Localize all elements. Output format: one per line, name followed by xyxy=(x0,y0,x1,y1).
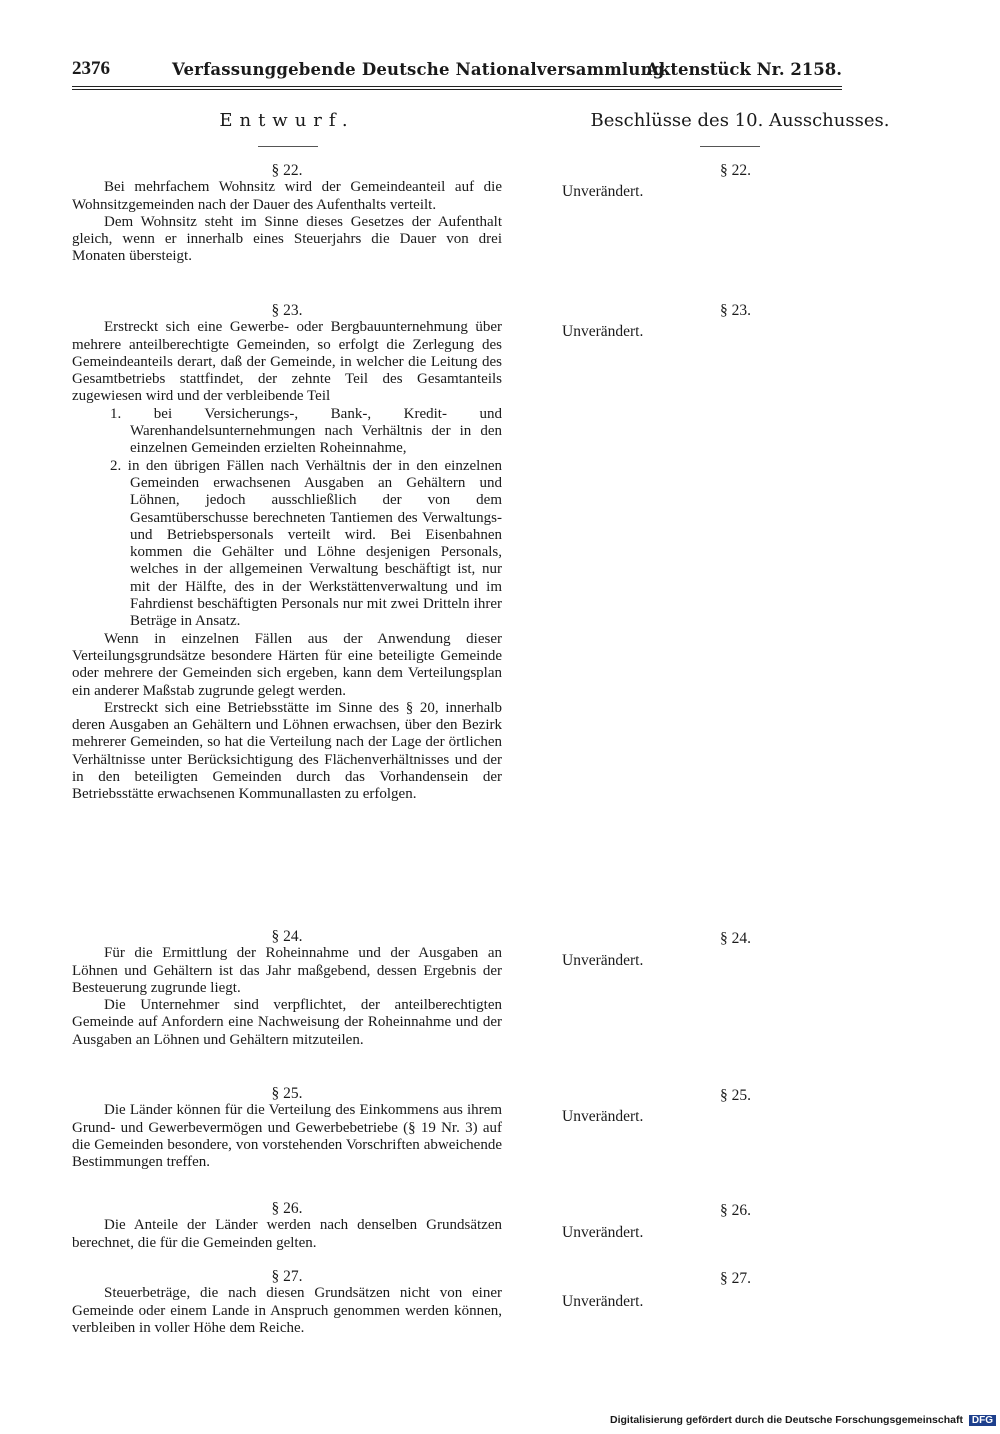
left-title-rule xyxy=(258,146,318,147)
dfg-logo: DFG xyxy=(969,1415,996,1426)
s26-block xyxy=(72,1200,502,1252)
right-s25-unchanged: Unverändert. xyxy=(562,1108,644,1125)
right-s24-unchanged: Unverändert. xyxy=(562,952,644,969)
s27-title: § 27. xyxy=(271,1268,303,1285)
s26-title: § 26. xyxy=(271,1200,303,1217)
right-title-rule xyxy=(700,146,760,147)
s23-block xyxy=(72,302,502,804)
digitization-credit xyxy=(610,1414,996,1426)
right-s24-title: § 24. xyxy=(720,930,751,947)
s23-title: § 23. xyxy=(271,302,303,319)
right-s22-title: § 22. xyxy=(720,162,751,179)
s22-para-1: Bei mehrfachem Wohnsitz wird der Gemeindeanteil auf die Wohnsitzgemeinden nach der Dauer des Aufenthalts verteilt. xyxy=(72,179,502,213)
s23-item-1: 1. bei Versicherungs-, Bank-, Kredit- und Warenhandelsunternehmungen nach Verhältnis der in den einzelnen Gemeinden erzielten Roheinnahme, xyxy=(110,405,502,457)
s23-para-2: Wenn in einzelnen Fällen aus der Anwendung dieser Verteilungsgrundsätze besondere Härten für eine beteiligte Gemeinde oder mehrere der Gemeinden sich ergeben, kann dem Verteilungsplan ein anderer Maßstab zugrunde gelegt werden. xyxy=(72,630,502,699)
s24-block xyxy=(72,928,502,1049)
s23-item-2: 2. in den übrigen Fällen nach Verhältnis der in den einzelnen Gemeinden erwachsenen Ausgaben an Gehältern und Löhnen, jedoch ausschließlich der von dem Gesamtüberschusse berechneten Tantiemen des Verwaltungs- und Betriebspersonals verteilt wird. Bei Eisenbahnen kommen die Gehälter und Löhne desjenigen Personals, welches in der allgemeinen Verwaltung beschäftigt ist, nur mit der Hälfte, des in der Werkstättenverwaltung und im Fahrdienst beschäftigten Personals nur mit zwei Dritteln ihrer Beträge in Ansatz. xyxy=(110,457,502,630)
page-number: 2376 xyxy=(72,58,110,79)
right-s22-unchanged: Unverändert. xyxy=(562,183,644,200)
right-s26-title: § 26. xyxy=(720,1202,751,1219)
s22-para-2: Dem Wohnsitz steht im Sinne dieses Gesetzes der Aufenthalt gleich, wenn er innerhalb eines Steuerjahrs die Dauer von drei Monaten übersteigt. xyxy=(72,213,502,265)
s24-title: § 24. xyxy=(271,928,303,945)
header-rule xyxy=(72,86,842,87)
header-rule-double xyxy=(72,89,842,90)
document-number: Aktenstück Nr. 2158. xyxy=(646,60,842,79)
s27-para-1: Steuerbeträge, die nach diesen Grundsätzen nicht von einer Gemeinde oder einem Lande in Anspruch genommen werden können, verbleiben in voller Höhe dem Reiche. xyxy=(72,1285,502,1336)
page-header xyxy=(72,58,842,88)
right-s27-title: § 27. xyxy=(720,1270,751,1287)
running-title: Verfassunggebende Deutsche Nationalversammlung. xyxy=(172,60,671,79)
s24-para-2: Die Unternehmer sind verpflichtet, der anteilberechtigten Gemeinde auf Anfordern eine Nachweisung der Roheinnahme und der Ausgaben an Löhnen und Gehältern mitzuteilen. xyxy=(72,997,502,1048)
right-s26-unchanged: Unverändert. xyxy=(562,1224,644,1241)
s25-title: § 25. xyxy=(271,1085,303,1102)
s22-title: § 22. xyxy=(271,162,303,179)
s23-para-3: Erstreckt sich eine Betriebsstätte im Sinne des § 20, innerhalb deren Ausgaben an Gehältern und Löhnen erwachsen, über den Bezirk mehrerer Gemeinden, so hat die Verteilung nach der Lage der örtlichen Verhältnisse unter Berücksichtigung des Flächenverhältnisses und der in den beteiligten Gemeinden durch das Vorhandensein der Betriebsstätte erwachsenen Kommunallasten zu erfolgen. xyxy=(72,699,502,803)
s25-block xyxy=(72,1085,502,1171)
right-s23-title: § 23. xyxy=(720,302,751,319)
s26-para-1: Die Anteile der Länder werden nach denselben Grundsätzen berechnet, die für die Gemeinden gelten. xyxy=(72,1217,502,1251)
s22-block xyxy=(72,162,502,266)
footer-text: Digitalisierung gefördert durch die Deutsche Forschungsgemeinschaft xyxy=(610,1414,963,1426)
left-column-title: Entwurf. xyxy=(219,110,355,131)
s23-para-1: Erstreckt sich eine Gewerbe- oder Bergbauunternehmung über mehrere anteilberechtigte Gemeinden, so erfolgt die Zerlegung des Gemeindeanteils derart, daß der Gemeinde, in welcher die Leitung des Gesamtbetriebs stattfindet, der zehnte Teil des Gesamtanteils zugewiesen wird und der verbleibende Teil xyxy=(72,319,502,405)
right-s23-unchanged: Unverändert. xyxy=(562,323,644,340)
right-s27-unchanged: Unverändert. xyxy=(562,1293,644,1310)
s27-block xyxy=(72,1268,502,1337)
s24-para-1: Für die Ermittlung der Roheinnahme und der Ausgaben an Löhnen und Gehältern ist das Jahr maßgebend, dessen Ergebnis der Besteuerung zugrunde liegt. xyxy=(72,945,502,996)
right-s25-title: § 25. xyxy=(720,1087,751,1104)
s25-para-1: Die Länder können für die Verteilung des Einkommens aus ihrem Grund- und Gewerbevermögen und Gewerbebetriebe (§ 19 Nr. 3) auf die Gemeinden besondere, von vorstehenden Vorschriften abweichende Bestimmungen treffen. xyxy=(72,1102,502,1171)
right-column-title: Beschlüsse des 10. Ausschusses. xyxy=(590,110,890,131)
